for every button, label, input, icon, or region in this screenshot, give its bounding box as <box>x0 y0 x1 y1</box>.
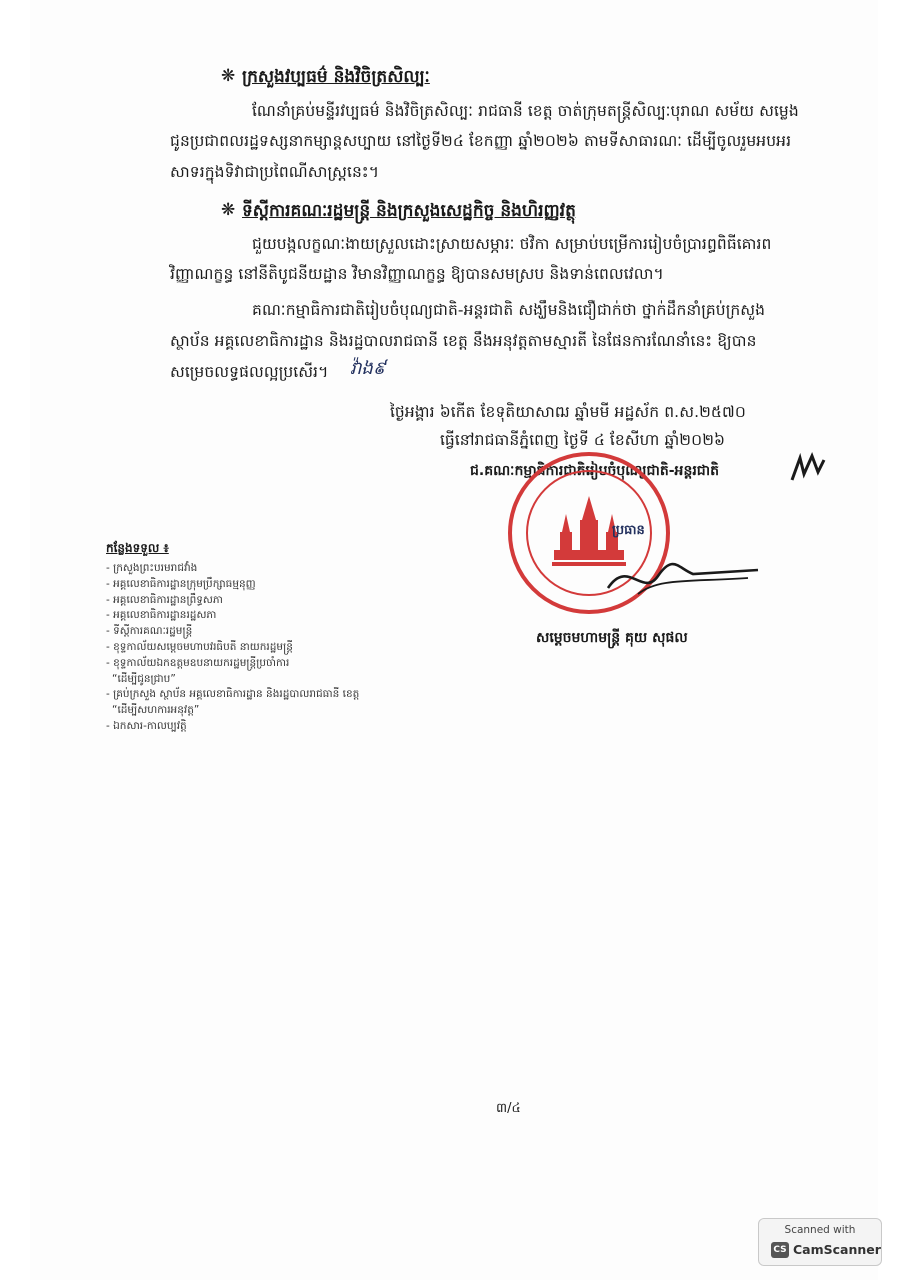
handwritten-initial: វ៉ាង៩ <box>350 358 386 379</box>
closing-line: ស្ថាប័ន អគ្គលេខាធិការដ្ឋាន និងរដ្ឋបាលរាជធានី ខេត្ត នឹងអនុវត្តតាមស្មារតី នៃផែនការណែនាំនេះ ឱ្យបាន <box>170 332 757 350</box>
bullet-star: ❋ <box>221 66 236 86</box>
recipient-item: - ទីស្ដីការគណៈរដ្ឋមន្ត្រី <box>106 625 193 638</box>
chair-label: ប្រធាន <box>612 523 645 538</box>
recipient-item: - ក្រសួងព្រះបរមរាជវាំង <box>106 562 198 574</box>
recipient-item-note: “ដើម្បីជូនជ្រាប” <box>112 672 176 685</box>
signatory-name: សម្តេចមហាមន្ត្រី គុយ សុផល <box>536 630 688 646</box>
page-number: ៣/៤ <box>496 1101 521 1116</box>
paragraph-line: ណែនាំគ្រប់មន្ទីរវប្បធម៌ និងវិចិត្រសិល្បៈ រាជធានី ខេត្ត ចាត់ក្រុមតន្ត្រីសិល្បៈបុរាណ សម័យ សម្លេង <box>252 102 799 120</box>
lunar-date: ថ្ងៃអង្គារ ៦កើត ខែទុតិយាសាឍ ឆ្នាំមមី អដ្ឋស័ក ព.ស.២៥៧០ <box>390 403 746 421</box>
recipient-item: - ខុទ្ទកាល័យឯកឧត្តមឧបនាយករដ្ឋមន្ត្រីប្រចាំការ <box>106 656 290 669</box>
camscanner-brand: CamScanner <box>793 1242 881 1257</box>
recipient-item: - អគ្គលេខាធិការដ្ឋានក្រុមប្រឹក្សាធម្មនុញ្ញ <box>106 577 256 590</box>
document-page <box>30 0 878 1280</box>
closing-line: សម្រេចលទ្ធផលល្អប្រសើរ។ <box>170 363 329 381</box>
recipients-list <box>106 562 359 736</box>
camscanner-watermark <box>758 1218 882 1266</box>
solar-date: ធ្វើនៅរាជធានីភ្នំពេញ ថ្ងៃទី ៤ ខែសីហា ឆ្នាំ២០២៦ <box>440 431 726 449</box>
bullet-star: ❋ <box>221 200 236 220</box>
paragraph-line: សាទរក្នុងទិវាជាប្រពៃណីសាស្ត្រនេះ។ <box>170 163 380 181</box>
initial-mark-icon <box>788 452 828 486</box>
recipients-heading: កន្លែងទទួល ៖ <box>106 541 169 555</box>
recipient-item: - ខុទ្ទកាល័យសម្តេចមហាបវរធិបតី នាយករដ្ឋមន្ត្រី <box>106 640 293 653</box>
recipient-item: - ឯកសារ-កាលប្បវត្តិ <box>106 719 187 732</box>
recipient-item: - អគ្គលេខាធិការដ្ឋានរដ្ឋសភា <box>106 609 217 622</box>
scanned-with-label: Scanned with <box>784 1224 856 1236</box>
paragraph-line: ជួយបង្កលក្ខណៈងាយស្រួលដោះស្រាយសម្ភារៈ ថវិកា សម្រាប់បម្រើការរៀបចំប្រារព្ធពិធីគោរព <box>252 235 772 253</box>
section-heading: ក្រសួងវប្បធម៌ និងវិចិត្រសិល្បៈ <box>242 67 430 87</box>
closing-line: គណៈកម្មាធិការជាតិរៀបចំបុណ្យជាតិ-អន្តរជាតិ សង្ឃឹមនិងជឿជាក់ថា ថ្នាក់ដឹកនាំគ្រប់ក្រសួង <box>252 301 766 319</box>
recipient-item-note: “ដើម្បីសហការអនុវត្ត” <box>112 704 200 717</box>
camscanner-logo-icon: CS <box>771 1242 789 1258</box>
paragraph-line: ជូនប្រជាពលរដ្ឋទស្សនាកម្សាន្តសប្បាយ នៅថ្ងៃទី២៤ ខែកញ្ញា ឆ្នាំ២០២៦ តាមទីសាធារណៈ ដើម្បីចូលរួមអបអរ <box>170 132 792 150</box>
handwritten-signature <box>598 548 768 608</box>
committee-title: ជ.គណៈកម្មាធិការជាតិរៀបចំបុណ្យជាតិ-អន្តរជាតិ <box>470 463 719 479</box>
section-heading: ទីស្ដីការគណៈរដ្ឋមន្ត្រី និងក្រសួងសេដ្ឋកិច្ច និងហិរញ្ញវត្ថុ <box>242 201 576 221</box>
paragraph-line: វិញ្ញាណក្ខន្ធ នៅនីតិបូជនីយដ្ឋាន វិមានវិញ្ញាណក្ខន្ធ ឱ្យបានសមស្រប និងទាន់ពេលវេលា។ <box>170 265 664 283</box>
recipient-item: - គ្រប់ក្រសួង ស្ថាប័ន អគ្គលេខាធិការដ្ឋាន និងរដ្ឋបាលរាជធានី ខេត្ត <box>106 688 360 701</box>
recipient-item: - អគ្គលេខាធិការដ្ឋានព្រឹទ្ធសភា <box>106 593 223 606</box>
